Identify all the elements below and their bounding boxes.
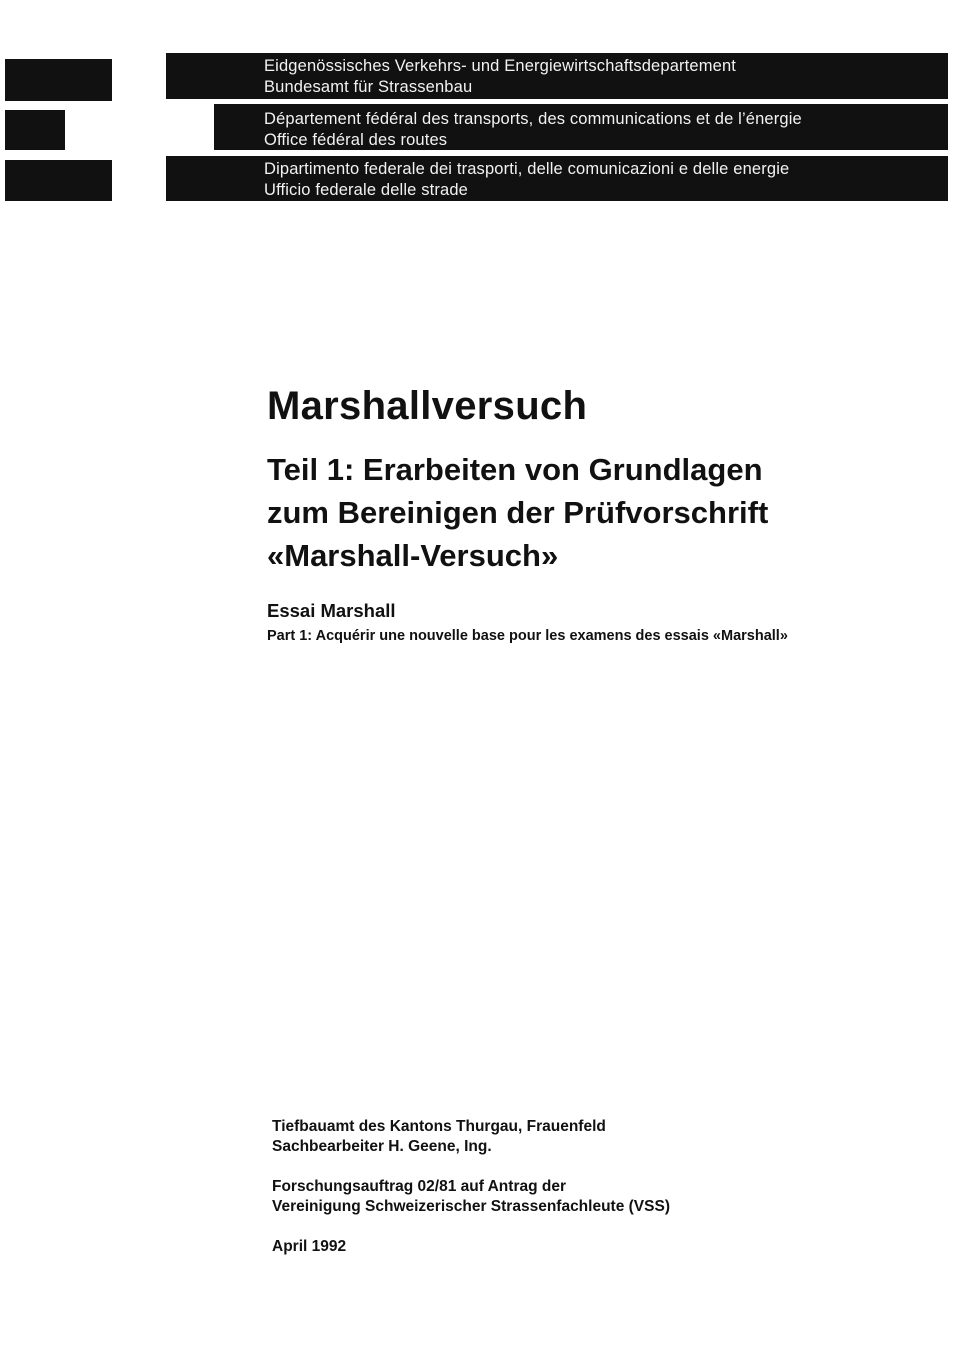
department-name-it: Dipartimento federale dei trasporti, delle comunicazioni e delle energie: [264, 160, 790, 178]
logo-block-bottom: [5, 160, 112, 201]
subtitle-line: Teil 1: Erarbeiten von Grundlagen: [267, 452, 763, 487]
authority-line: Tiefbauamt des Kantons Thurgau, Frauenfeld: [272, 1118, 606, 1135]
logo-block-top: [5, 59, 112, 101]
date-line: April 1992: [272, 1238, 347, 1255]
subtitle-line: «Marshall-Versuch»: [267, 538, 559, 573]
header-band-italian: [166, 156, 948, 201]
subtitle-line: zum Bereinigen der Prüfvorschrift: [267, 495, 769, 530]
research-line: Forschungsauftrag 02/81 auf Antrag der: [272, 1178, 566, 1195]
french-title: Essai Marshall: [267, 600, 396, 621]
office-name-de: Bundesamt für Strassenbau: [264, 78, 473, 96]
department-name-fr: Département fédéral des transports, des communications et de l’énergie: [264, 110, 802, 128]
office-name-it: Ufficio federale delle strade: [264, 181, 468, 199]
research-line: Vereinigung Schweizerischer Strassenfachleute (VSS): [272, 1198, 670, 1215]
research-info: [272, 1177, 670, 1217]
publication-date: [272, 1237, 346, 1257]
department-name-de: Eidgenössisches Verkehrs- und Energiewirtschaftsdepartement: [264, 57, 737, 75]
logo-block-middle: [5, 110, 65, 150]
authority-info: [272, 1117, 606, 1157]
document-title: Marshallversuch: [267, 384, 588, 428]
document-subtitle: [267, 448, 947, 577]
authority-line: Sachbearbeiter H. Geene, Ing.: [272, 1138, 492, 1155]
french-subtitle: Part 1: Acquérir une nouvelle base pour les examens des essais «Marshall»: [267, 628, 788, 644]
office-name-fr: Office fédéral des routes: [264, 131, 448, 149]
header-band-german: [166, 53, 948, 99]
header-band-french: [214, 104, 948, 150]
